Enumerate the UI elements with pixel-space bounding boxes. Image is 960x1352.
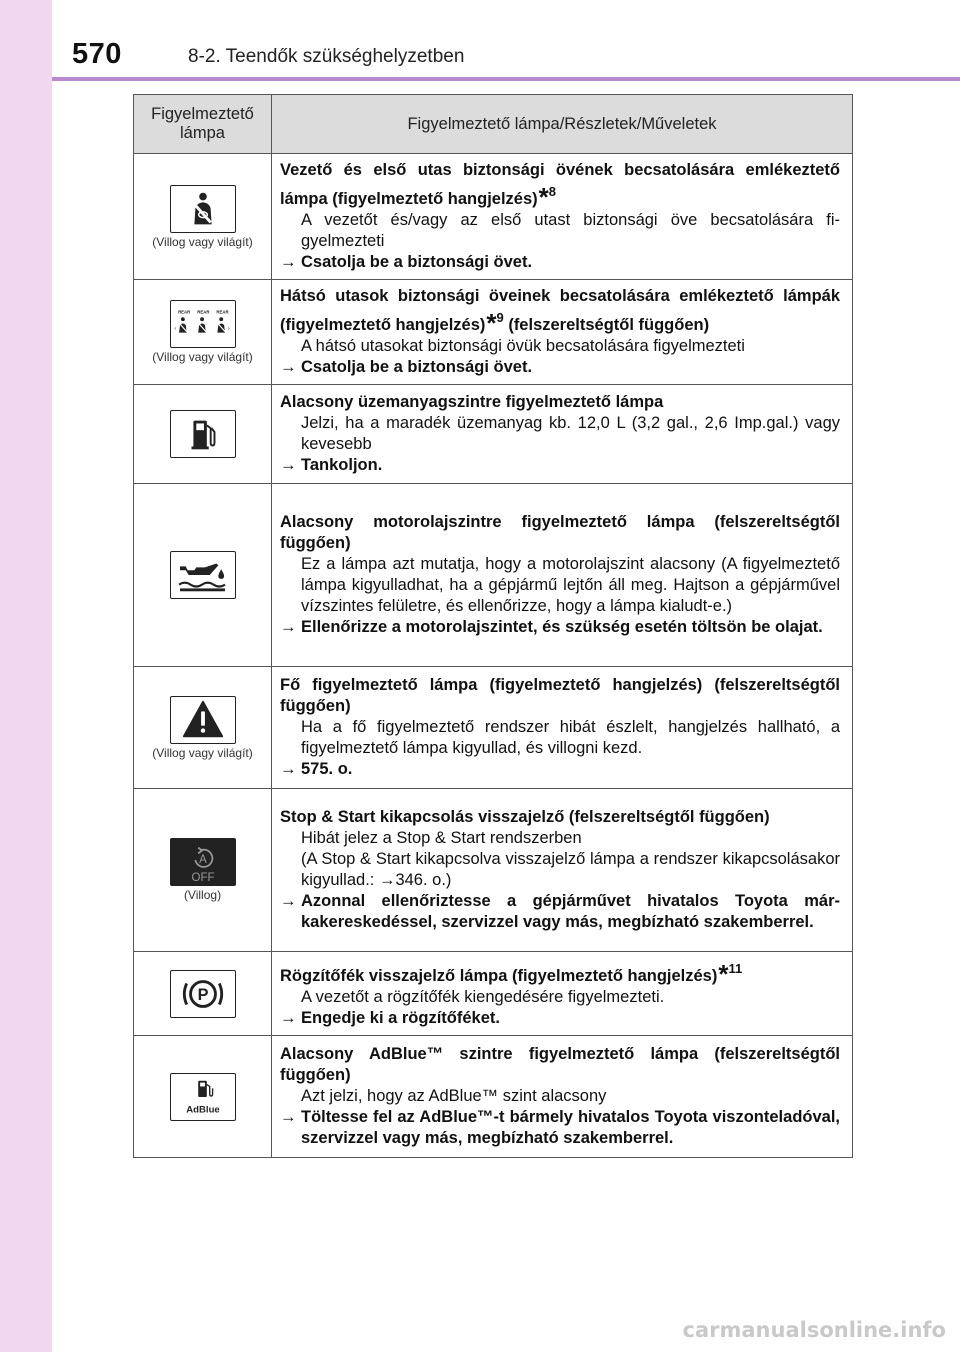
- master-warning-icon: [170, 696, 236, 744]
- row-action: Töltesse fel az AdBlue™-t bármely hivatalos Toyota viszonteladóval, szervizzel vagy más, megbízható szakemberrel.: [301, 1108, 840, 1147]
- arrow-icon: →: [280, 358, 297, 376]
- arrow-icon: →: [280, 253, 297, 271]
- row-title: Vezető és első utas biztonsági övének becsatolására emlékeztető lámpa (figyelmeztető hangjelzés): [280, 161, 840, 208]
- table-row: [134, 667, 853, 789]
- row-title: Hátsó utasok biztonsági öveinek becsatolására emlékeztető lámpák (figyelmeztető hangjelzés): [280, 287, 840, 334]
- icon-off-text: OFF: [191, 872, 214, 885]
- table-row: [134, 154, 853, 280]
- icon-adblue-text: AdBlue: [185, 1103, 220, 1115]
- arrow-icon: →: [280, 760, 297, 778]
- rear-label: REAR: [196, 309, 209, 315]
- stop-start-off-icon: [170, 838, 236, 886]
- arrow-icon: →: [280, 456, 297, 474]
- footnote-star: *: [718, 959, 729, 989]
- arrow-icon: →: [280, 618, 297, 636]
- arrow-icon: →: [280, 892, 297, 910]
- column-header-details: Figyelmeztető lámpa/Részletek/Műveletek: [272, 95, 853, 154]
- rear-label: REAR: [215, 309, 229, 315]
- row-body: Jelzi, ha a maradék üzemanyag kb. 12,0 L (3,2 gal., 2,6 Imp.gal.) vagy kevesebb: [301, 414, 840, 453]
- row-body: Azt jelzi, hogy az AdBlue™ szint alacsony: [301, 1087, 607, 1105]
- row-action: Azonnal ellenőriztesse a gépjárművet hivatalos Toyota márkakereskedéssel, szervizzel vagy más, megbízható szakemberrel.: [301, 892, 840, 931]
- table-row: [134, 280, 853, 385]
- side-band: [0, 0, 52, 1352]
- row-action: Ellenőrizze a motorolajszintet, és szükség esetén töltsön be olajat.: [301, 618, 823, 636]
- row-action: 575. o.: [301, 760, 353, 778]
- row-body-note: (A Stop & Start kikapcsolva visszajelző lámpa a rendszer kikapcsolásakor kigyullad.: →346. o.): [301, 850, 840, 889]
- adblue-icon: [170, 1073, 236, 1121]
- section-title: 8-2. Teendők szükséghelyzetben: [188, 46, 465, 67]
- row-title: Alacsony üzemanyagszintre figyelmeztető lámpa: [280, 393, 664, 411]
- table-row: [134, 484, 853, 667]
- arrow-icon: →: [280, 1009, 297, 1027]
- icon-caption: (Villog vagy világít): [152, 234, 253, 249]
- row-title: Stop & Start kikapcsolás visszajelző (felszereltségtől függően): [280, 808, 770, 826]
- footnote-star: *: [538, 182, 549, 212]
- table-row: [134, 1036, 853, 1158]
- row-body: A hátsó utasokat biztonsági övük becsatolására figyelmezteti: [301, 337, 745, 355]
- parking-brake-icon: [170, 970, 236, 1018]
- row-title-tail: (felszereltségtől függően): [503, 316, 710, 334]
- watermark: carmanualsonline.info: [682, 1318, 946, 1342]
- row-action: Csatolja be a biztonsági övet.: [301, 253, 533, 271]
- row-body: A vezetőt és/vagy az első utast biztonsági öve becsatolására figyelmezteti: [301, 211, 840, 250]
- rear-label: REAR: [177, 309, 190, 315]
- column-header-icon: Figyelmeztető lámpa: [134, 95, 272, 154]
- row-title: Fő figyelmeztető lámpa (figyelmeztető hangjelzés) (felszereltségtől függően): [280, 676, 840, 715]
- svg-text:›: ›: [227, 325, 230, 332]
- fuel-pump-icon: [170, 410, 236, 458]
- seatbelt-icon: [170, 185, 236, 233]
- header-rule: [52, 77, 960, 81]
- icon-caption: (Villog vagy világít): [152, 350, 253, 364]
- svg-text:‹: ‹: [173, 325, 176, 332]
- row-body: A vezetőt a rögzítőfék kiengedésére figyelmezteti.: [301, 988, 665, 1006]
- row-body: Hibát jelez a Stop & Start rendszerben: [301, 829, 582, 847]
- rear-seatbelt-icon: [170, 300, 236, 348]
- footnote-number: 8: [548, 184, 557, 199]
- icon-caption: (Villog): [183, 888, 222, 902]
- row-action: Engedje ki a rögzítőféket.: [301, 1009, 500, 1027]
- icon-caption: (Villog vagy világít): [152, 745, 253, 760]
- oil-level-icon: [170, 551, 236, 599]
- row-title: Alacsony motorolajszintre figyelmeztető lámpa (felszereltségtől függően): [280, 513, 840, 552]
- table-header-row: [134, 95, 853, 154]
- table-row: [134, 952, 853, 1036]
- arrow-icon: →: [280, 1108, 297, 1126]
- footnote-number: 9: [496, 310, 504, 325]
- footnote-number: 11: [728, 961, 743, 976]
- table-row: [134, 385, 853, 484]
- row-body: Ez a lámpa azt mutatja, hogy a motorolajszint alacsony (A figyelmeztető lámpa kigyulladhat, ha a gépjármű lejtőn áll meg. Hajtson a gépjárművel vízszintes felületre, és ellenőrizze, hogy a lámpa kialudt-e.): [301, 555, 840, 615]
- page-number: 570: [72, 38, 122, 70]
- row-action: Csatolja be a biztonsági övet.: [301, 358, 533, 376]
- row-title: Alacsony AdBlue™ szintre figyelmeztető lámpa (felszereltségtől függően): [280, 1045, 840, 1084]
- footnote-star: *: [486, 308, 497, 338]
- table-row: [134, 789, 853, 952]
- warning-lights-table: [133, 94, 853, 1158]
- row-body: Ha a fő figyelmeztető rendszer hibát észlelt, hangjelzés hallható, a figyelmeztető lámpa kigyullad, és villogni kezd.: [301, 718, 840, 757]
- row-title: Rögzítőfék visszajelző lámpa (figyelmeztető hangjelzés): [280, 967, 718, 985]
- icon-letter: P: [197, 985, 208, 1004]
- row-action: Tankoljon.: [301, 456, 383, 474]
- icon-letter: A: [198, 853, 207, 866]
